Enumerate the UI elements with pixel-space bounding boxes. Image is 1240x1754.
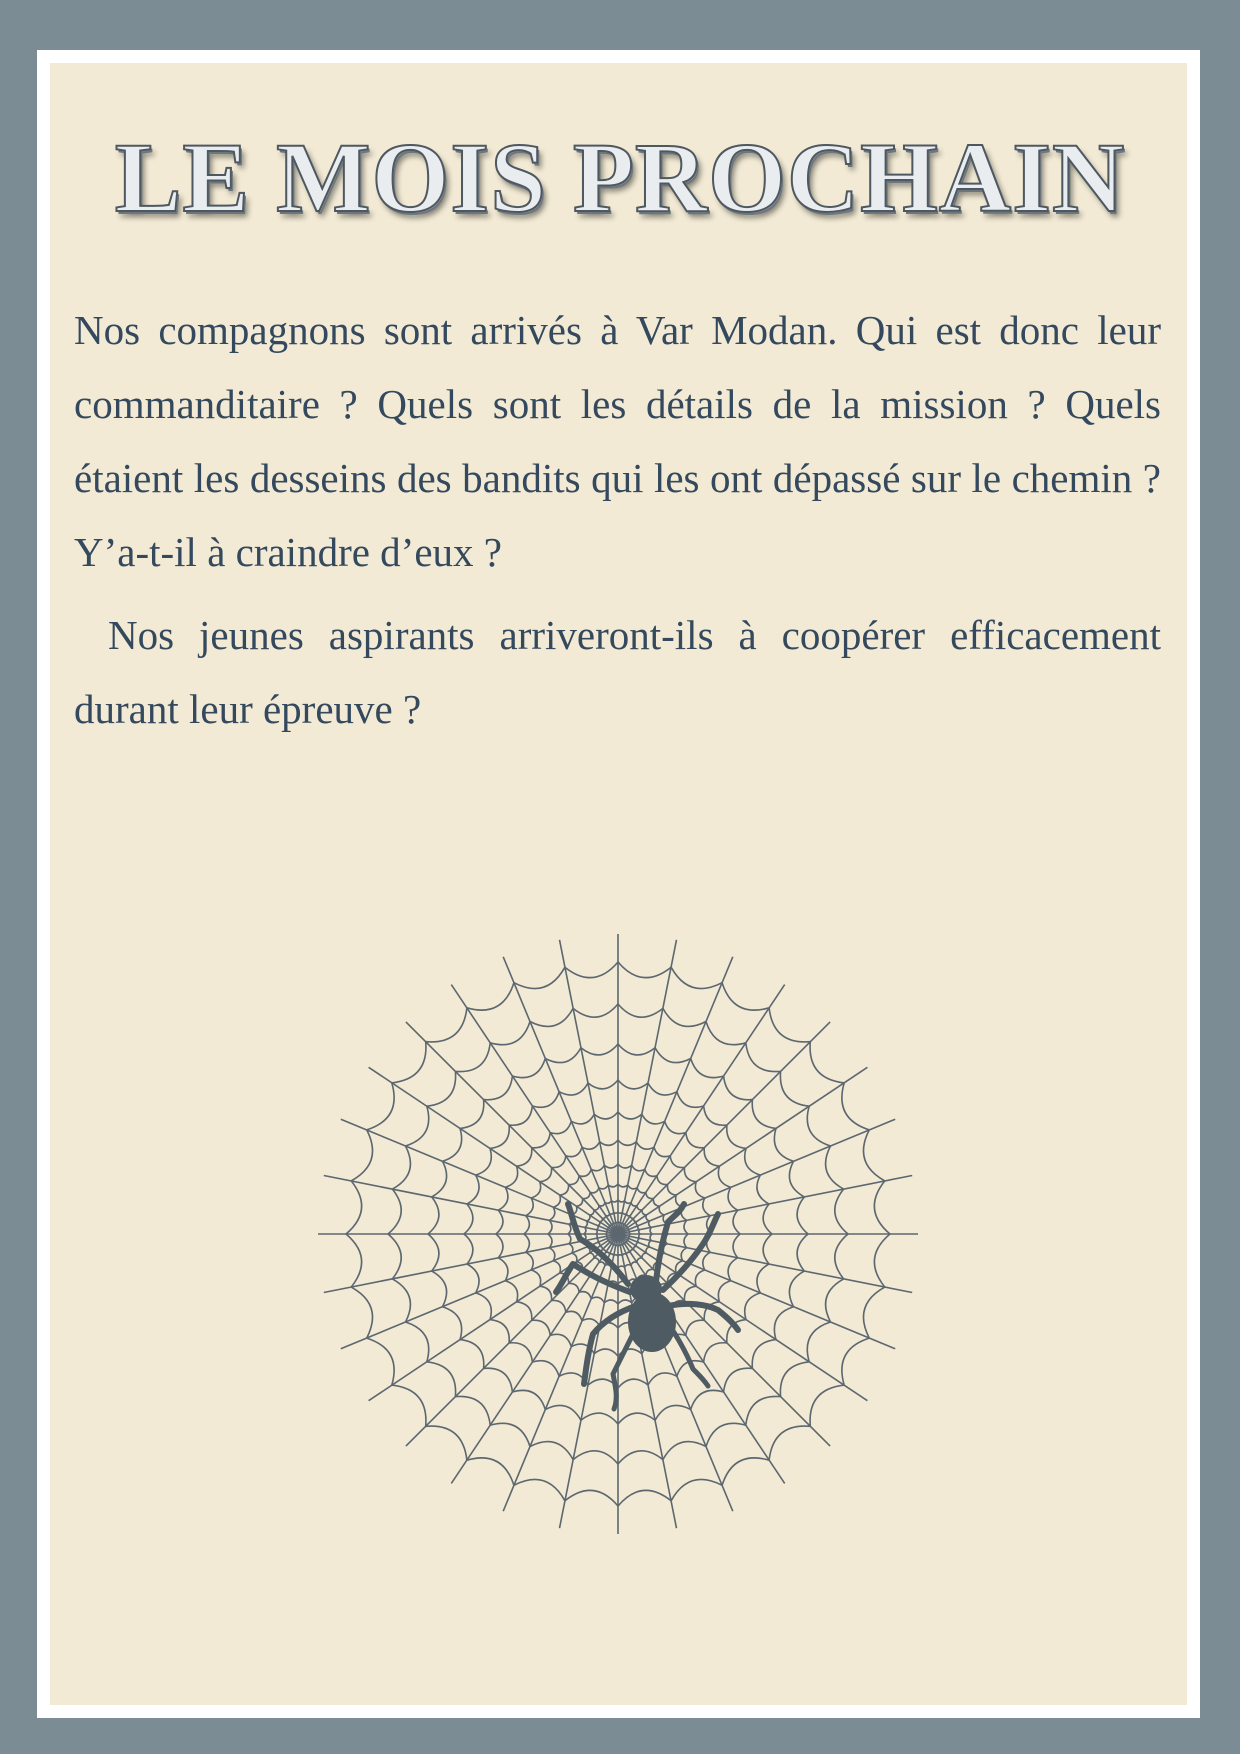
page-title: LE MOIS PROCHAIN [114,122,1126,233]
web-spoke [406,1234,618,1446]
web-threads [318,934,918,1534]
web-spoke [618,957,733,1234]
web-spoke [618,1119,895,1234]
paragraph: Nos jeunes aspirants arriveront-ils à coopérer efficacement durant leur épreuve ? [74,612,1161,732]
web-spoke [503,957,618,1234]
web-spoke [503,1234,618,1511]
web-spoke [406,1022,618,1234]
body-text [74,293,1161,755]
spider-web-icon [316,932,920,1536]
web-spoke [341,1119,618,1234]
paragraph: Nos compagnons sont arrivés à Var Modan. Qui est donc leur commanditaire ? Quels sont les détails de la mission ? Quels étaient les desseins des bandits qui les ont dépassé sur le chemin ? Y’a-t-il à craindre d’eux ? [74,307,1161,575]
web-spoke [618,1022,830,1234]
web-spoke [341,1234,618,1349]
